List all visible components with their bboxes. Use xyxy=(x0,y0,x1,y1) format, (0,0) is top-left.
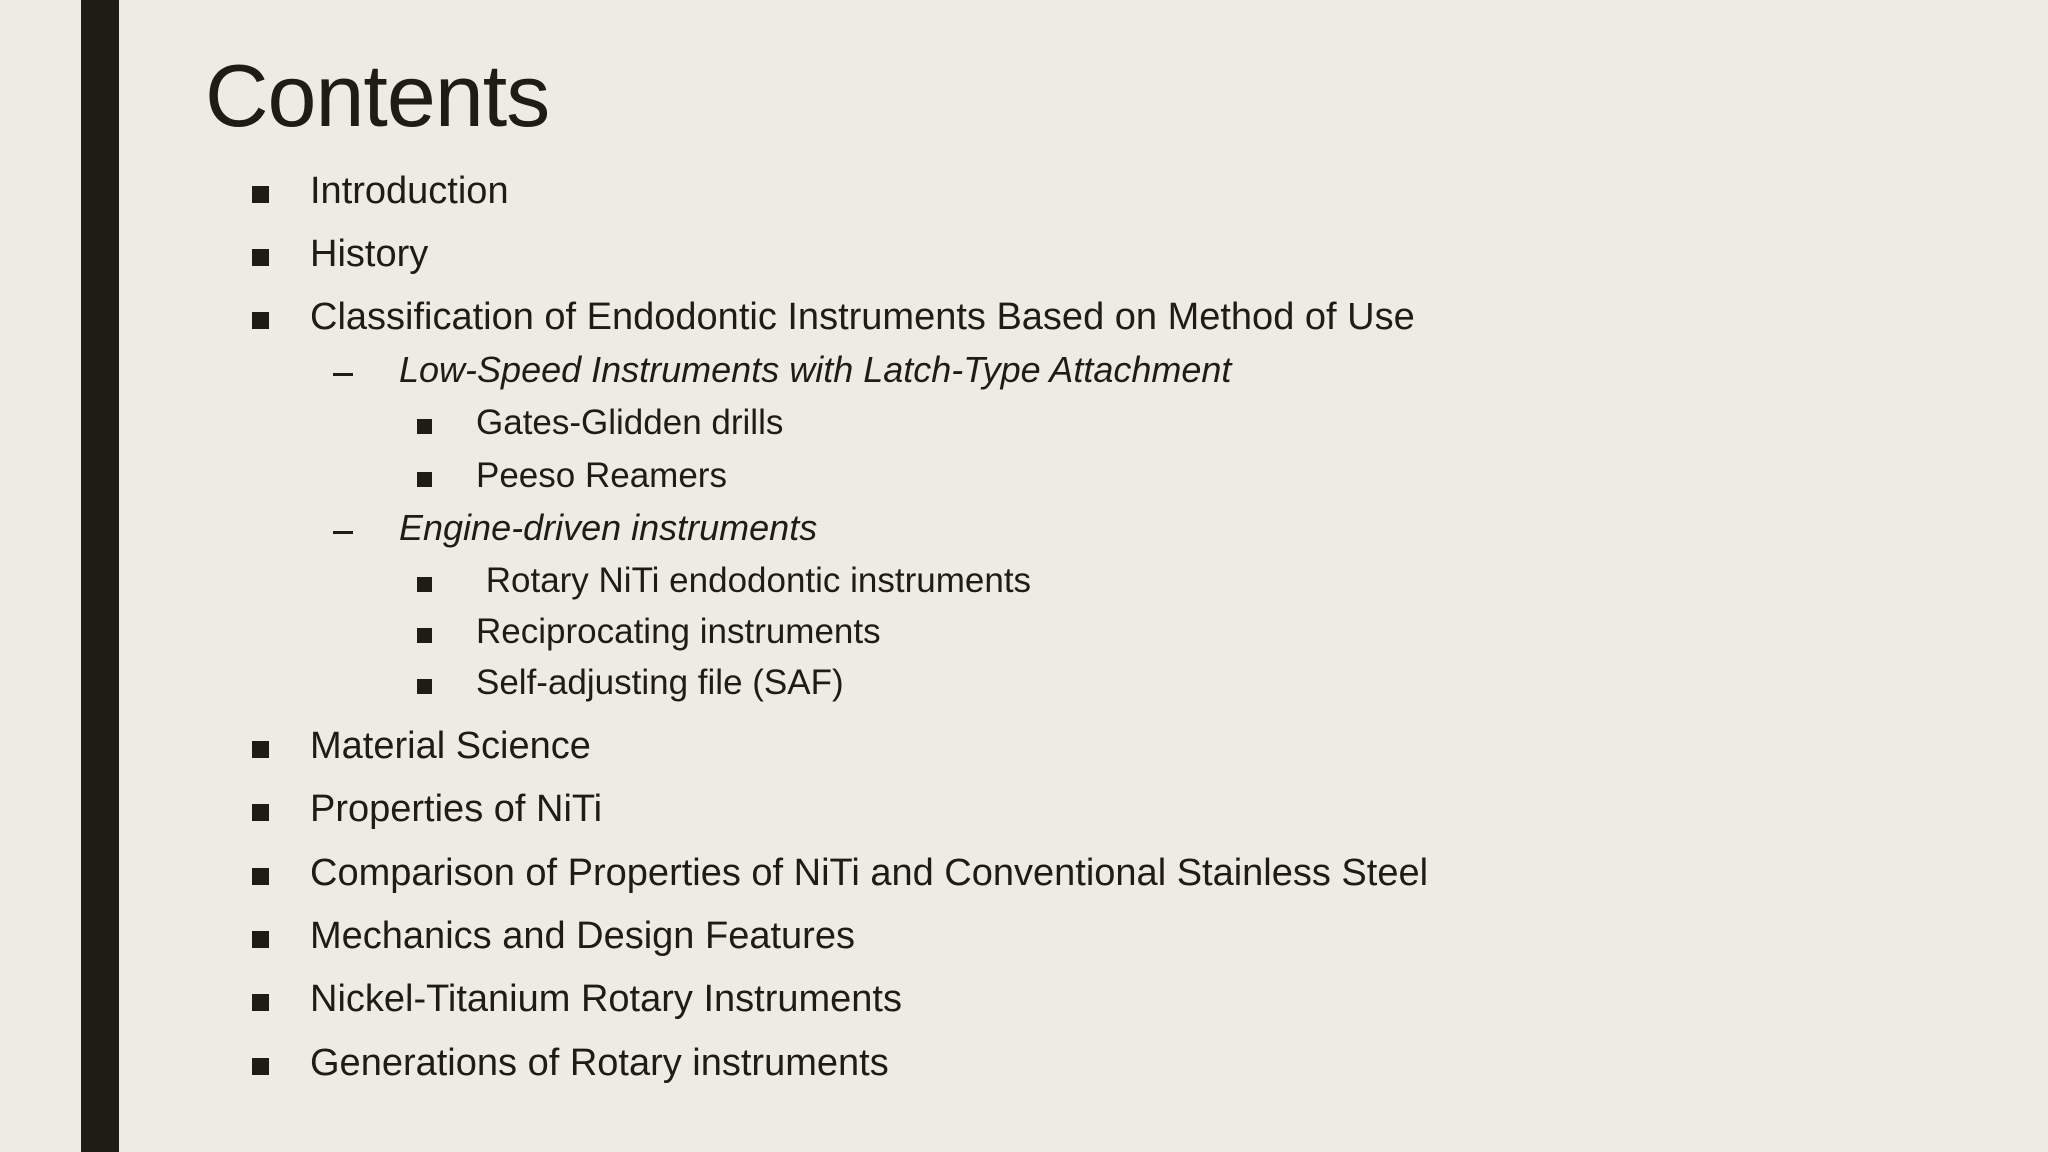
list-item-label: Mechanics and Design Features xyxy=(310,915,855,957)
list-item-label: Introduction xyxy=(310,170,509,212)
list-item-label: Material Science xyxy=(310,725,591,767)
square-bullet-icon xyxy=(252,931,269,948)
sublist-item-label: Engine-driven instruments xyxy=(399,507,818,548)
square-bullet-icon xyxy=(252,741,269,758)
square-bullet-icon xyxy=(417,628,432,643)
subsublist-item-label: Reciprocating instruments xyxy=(476,612,881,651)
list-item-label: Generations of Rotary instruments xyxy=(310,1042,889,1084)
subsublist-item-label: Gates-Glidden drills xyxy=(476,403,784,442)
list-item-label: Nickel-Titanium Rotary Instruments xyxy=(310,978,902,1020)
square-bullet-icon xyxy=(417,472,432,487)
square-bullet-icon xyxy=(417,419,432,434)
square-bullet-icon xyxy=(417,679,432,694)
dash-bullet-icon xyxy=(333,373,353,376)
subsublist-item-label: Self-adjusting file (SAF) xyxy=(476,663,844,702)
list-item-label: Comparison of Properties of NiTi and Conventional Stainless Steel xyxy=(310,852,1429,894)
square-bullet-icon xyxy=(252,186,269,203)
square-bullet-icon xyxy=(417,577,432,592)
subsublist-item-label: Rotary NiTi endodontic instruments xyxy=(476,561,1032,600)
list-item-label: Properties of NiTi xyxy=(310,788,603,830)
dash-bullet-icon xyxy=(333,531,353,534)
list-item-label: History xyxy=(310,233,429,275)
square-bullet-icon xyxy=(252,804,269,821)
square-bullet-icon xyxy=(252,868,269,885)
square-bullet-icon xyxy=(252,249,269,266)
square-bullet-icon xyxy=(252,1058,269,1075)
slide-title: Contents xyxy=(205,46,550,145)
square-bullet-icon xyxy=(252,312,269,329)
sublist-item-label: Low-Speed Instruments with Latch-Type Attachment xyxy=(399,349,1232,390)
left-accent-bar xyxy=(81,0,119,1152)
subsublist-item-label: Peeso Reamers xyxy=(476,456,727,495)
list-item-label: Classification of Endodontic Instruments Based on Method of Use xyxy=(310,296,1415,338)
square-bullet-icon xyxy=(252,994,269,1011)
